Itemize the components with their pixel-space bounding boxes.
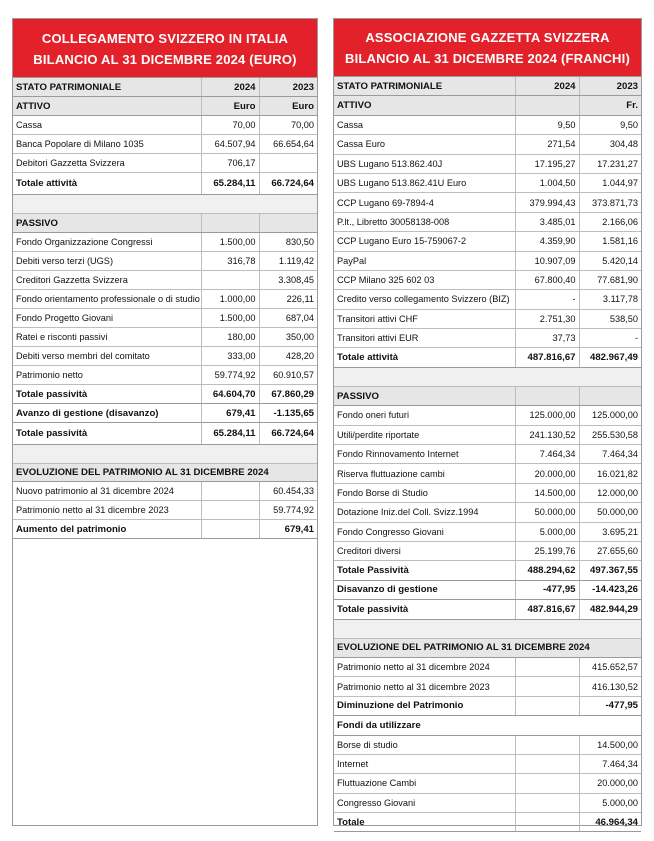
right-attivo-item-value-2023: 1.044,97 xyxy=(579,173,641,192)
left-attivo-row xyxy=(13,97,317,116)
left-totale-passivita-2-label: Totale passività xyxy=(13,423,201,445)
right-passivo-item-value-2024: 7.464,34 xyxy=(515,445,579,464)
right-passivo-item-value-2023: 27.655,60 xyxy=(579,541,641,560)
right-passivo-item-value-2024: 25.199,76 xyxy=(515,541,579,560)
right-attivo-item-value-2024: 379.994,43 xyxy=(515,193,579,212)
right-attivo-item xyxy=(334,270,641,289)
left-header-row-value-2023: 2023 xyxy=(259,78,317,97)
right-attivo-item-value-2024: 3.485,01 xyxy=(515,212,579,231)
left-passivo-item xyxy=(13,252,317,271)
right-panel-header xyxy=(334,19,641,76)
right-attivo-item-value-2024: 17.195,27 xyxy=(515,154,579,173)
right-attivo-row xyxy=(334,96,641,115)
right-fondi-item-empty xyxy=(515,735,579,754)
right-passivo-item-label: Fondo Rinnovamento Internet xyxy=(334,445,515,464)
right-passivo-item-value-2023: 50.000,00 xyxy=(579,503,641,522)
left-avanzo-label: Avanzo di gestione (disavanzo) xyxy=(13,404,201,423)
right-passivo-item xyxy=(334,445,641,464)
left-passivo-item-label: Patrimonio netto xyxy=(13,366,201,385)
right-passivo-label: PASSIVO xyxy=(334,386,515,405)
left-evoluzione-total-empty xyxy=(201,520,259,539)
right-attivo-item xyxy=(334,212,641,231)
left-passivo-item-label: Debiti verso membri del comitato xyxy=(13,347,201,366)
left-attivo-item xyxy=(13,135,317,154)
right-attivo-item-label: CCP Milano 325 602 03 xyxy=(334,270,515,289)
left-attivo-item-value-2024: 64.507,94 xyxy=(201,135,259,154)
right-totale-passivita-1-label: Totale Passività xyxy=(334,561,515,580)
left-avanzo-value-2024: 679,41 xyxy=(201,404,259,423)
right-attivo-item-value-2023: 304,48 xyxy=(579,135,641,154)
left-header-row xyxy=(13,78,317,97)
left-passivo-item-value-2023: 350,00 xyxy=(259,328,317,347)
right-passivo-item xyxy=(334,522,641,541)
left-evoluzione-item-label: Nuovo patrimonio al 31 dicembre 2024 xyxy=(13,482,201,501)
right-evoluzione-item xyxy=(334,657,641,676)
left-passivo-item-value-2023: 226,11 xyxy=(259,290,317,309)
left-evoluzione-item-empty xyxy=(201,501,259,520)
left-passivo-item-label: Fondo Organizzazione Congressi xyxy=(13,233,201,252)
right-attivo-item-label: Transitori attivi EUR xyxy=(334,329,515,348)
left-evoluzione-title: EVOLUZIONE DEL PATRIMONIO AL 31 DICEMBRE 2024 xyxy=(13,464,317,482)
left-passivo-item xyxy=(13,328,317,347)
left-spacer-1-cell xyxy=(13,195,317,214)
left-passivo-empty-1 xyxy=(201,214,259,233)
right-attivo-item xyxy=(334,154,641,173)
right-attivo-item-value-2023: 538,50 xyxy=(579,309,641,328)
right-totale-passivita-2-value-2024: 487.816,67 xyxy=(515,600,579,619)
left-passivo-item-value-2023: 1.119,42 xyxy=(259,252,317,271)
right-balance-panel xyxy=(333,18,642,826)
right-attivo-item xyxy=(334,309,641,328)
left-passivo-item xyxy=(13,309,317,328)
right-disavanzo-value-2023: -14.423,26 xyxy=(579,580,641,599)
right-attivo-item-value-2023: - xyxy=(579,329,641,348)
right-header-row-label: STATO PATRIMONIALE xyxy=(334,77,515,96)
right-balance-table xyxy=(334,76,641,832)
right-evoluzione-diminuzione-empty xyxy=(515,696,579,715)
right-title-line1: ASSOCIAZIONE GAZZETTA SVIZZERA xyxy=(365,30,610,45)
left-header-row-label: STATO PATRIMONIALE xyxy=(13,78,201,97)
left-passivo-item-value-2024: 180,00 xyxy=(201,328,259,347)
right-passivo-item xyxy=(334,503,641,522)
left-passivo-item-value-2024: 1.000,00 xyxy=(201,290,259,309)
right-totale-passivita-1 xyxy=(334,561,641,580)
left-spacer-2-cell xyxy=(13,445,317,464)
right-attivo-unit-2024 xyxy=(515,96,579,115)
right-fondi-item xyxy=(334,735,641,754)
left-passivo-item-label: Creditori Gazzetta Svizzera xyxy=(13,271,201,290)
left-avanzo xyxy=(13,404,317,423)
right-attivo-item-label: UBS Lugano 513.862.40J xyxy=(334,154,515,173)
right-fondi-item-label: Borse di studio xyxy=(334,735,515,754)
left-attivo-item-label: Cassa xyxy=(13,116,201,135)
right-totale-attivita-value-2023: 482.967,49 xyxy=(579,348,641,367)
right-fondi-item-empty xyxy=(515,774,579,793)
left-evoluzione-item-label: Patrimonio netto al 31 dicembre 2023 xyxy=(13,501,201,520)
right-attivo-item-value-2023: 3.117,78 xyxy=(579,290,641,309)
right-passivo-item-label: Fondo Borse di Studio xyxy=(334,483,515,502)
left-attivo-item-value-2023 xyxy=(259,154,317,173)
left-title-line2: BILANCIO AL 31 DICEMBRE 2024 (EURO) xyxy=(33,52,297,67)
left-passivo-item-value-2024: 59.774,92 xyxy=(201,366,259,385)
right-passivo-item-value-2023: 7.464,34 xyxy=(579,445,641,464)
right-totale-passivita-2 xyxy=(334,600,641,619)
right-attivo-label: ATTIVO xyxy=(334,96,515,115)
left-passivo-item-label: Ratei e risconti passivi xyxy=(13,328,201,347)
left-totale-passivita-1 xyxy=(13,385,317,404)
right-fondi-total-value: 46.964,34 xyxy=(579,813,641,832)
left-totale-attivita-value-2023: 66.724,64 xyxy=(259,173,317,195)
right-evoluzione-title-row xyxy=(334,638,641,657)
right-fondi-item xyxy=(334,793,641,812)
left-passivo-item-value-2023: 830,50 xyxy=(259,233,317,252)
left-passivo-label: PASSIVO xyxy=(13,214,201,233)
left-evoluzione-title-row xyxy=(13,464,317,482)
left-passivo-item-value-2023: 60.910,57 xyxy=(259,366,317,385)
right-fondi-item-label: Internet xyxy=(334,754,515,773)
right-header-row-value-2024: 2024 xyxy=(515,77,579,96)
left-attivo-item xyxy=(13,154,317,173)
right-passivo-item-value-2024: 241.130,52 xyxy=(515,425,579,444)
right-spacer-2-cell xyxy=(334,619,641,638)
right-header-row xyxy=(334,77,641,96)
left-passivo-item-value-2023: 687,04 xyxy=(259,309,317,328)
left-attivo-item-value-2023: 70,00 xyxy=(259,116,317,135)
left-evoluzione-total-label: Aumento del patrimonio xyxy=(13,520,201,539)
left-header-row-value-2024: 2024 xyxy=(201,78,259,97)
right-passivo-item-label: Fondo oneri futuri xyxy=(334,406,515,425)
right-evoluzione-item-label: Patrimonio netto al 31 dicembre 2023 xyxy=(334,677,515,696)
right-passivo-item-label: Riserva fluttuazione cambi xyxy=(334,464,515,483)
right-totale-passivita-1-value-2023: 497.367,55 xyxy=(579,561,641,580)
right-spacer-1 xyxy=(334,367,641,386)
left-balance-panel xyxy=(12,18,318,826)
right-attivo-item xyxy=(334,329,641,348)
right-attivo-item-label: Cassa xyxy=(334,115,515,134)
left-attivo-item xyxy=(13,116,317,135)
left-attivo-item-label: Debitori Gazzetta Svizzera xyxy=(13,154,201,173)
right-header-row-value-2023: 2023 xyxy=(579,77,641,96)
right-totale-attivita xyxy=(334,348,641,367)
right-attivo-item-label: UBS Lugano 513.862.41U Euro xyxy=(334,173,515,192)
right-passivo-item-value-2023: 255.530,58 xyxy=(579,425,641,444)
right-spacer-2 xyxy=(334,619,641,638)
right-evoluzione-diminuzione-value: -477,95 xyxy=(579,696,641,715)
left-attivo-item-value-2023: 66.654,64 xyxy=(259,135,317,154)
right-passivo-empty-1 xyxy=(515,386,579,405)
left-passivo-item-label: Fondo Progetto Giovani xyxy=(13,309,201,328)
left-passivo-item-value-2024 xyxy=(201,271,259,290)
left-evoluzione-item xyxy=(13,501,317,520)
right-disavanzo-value-2024: -477,95 xyxy=(515,580,579,599)
right-attivo-item-label: Cassa Euro xyxy=(334,135,515,154)
right-attivo-item-value-2023: 2.166,06 xyxy=(579,212,641,231)
left-totale-passivita-1-value-2023: 67.860,29 xyxy=(259,385,317,404)
right-attivo-item xyxy=(334,251,641,270)
right-passivo-item-value-2024: 20.000,00 xyxy=(515,464,579,483)
right-evoluzione-item-value: 416.130,52 xyxy=(579,677,641,696)
right-passivo-item-value-2024: 125.000,00 xyxy=(515,406,579,425)
left-totale-passivita-2 xyxy=(13,423,317,445)
right-title-line2: BILANCIO AL 31 DICEMBRE 2024 (FRANCHI) xyxy=(345,51,630,66)
right-disavanzo-label: Disavanzo di gestione xyxy=(334,580,515,599)
right-attivo-item-label: PayPal xyxy=(334,251,515,270)
left-evoluzione-item-value: 59.774,92 xyxy=(259,501,317,520)
right-evoluzione-diminuzione xyxy=(334,696,641,715)
left-passivo-item-value-2023: 428,20 xyxy=(259,347,317,366)
left-evoluzione-total-value: 679,41 xyxy=(259,520,317,539)
right-passivo-item-label: Utili/perdite riportate xyxy=(334,425,515,444)
left-spacer-2 xyxy=(13,445,317,464)
left-title-line1: COLLEGAMENTO SVIZZERO IN ITALIA xyxy=(41,31,289,46)
left-passivo-item-label: Fondo orientamento professionale o di studio xyxy=(13,290,201,309)
right-passivo-item-label: Creditori diversi xyxy=(334,541,515,560)
left-spacer-1 xyxy=(13,195,317,214)
right-fondi-total-label: Totale xyxy=(334,813,515,832)
right-attivo-item xyxy=(334,173,641,192)
left-totale-passivita-1-label: Totale passività xyxy=(13,385,201,404)
right-fondi-item-value: 7.464,34 xyxy=(579,754,641,773)
left-passivo-item-value-2024: 333,00 xyxy=(201,347,259,366)
right-attivo-item xyxy=(334,232,641,251)
right-attivo-item-value-2024: 10.907,09 xyxy=(515,251,579,270)
right-fondi-title-row xyxy=(334,716,641,735)
right-evoluzione-item-label: Patrimonio netto al 31 dicembre 2024 xyxy=(334,657,515,676)
right-attivo-item-label: CCP Lugano 69-7894-4 xyxy=(334,193,515,212)
left-evoluzione-item-value: 60.454,33 xyxy=(259,482,317,501)
right-passivo-empty-2 xyxy=(579,386,641,405)
left-passivo-item-value-2024: 1.500,00 xyxy=(201,309,259,328)
left-totale-attivita-label: Totale attività xyxy=(13,173,201,195)
left-totale-attivita-value-2024: 65.284,11 xyxy=(201,173,259,195)
right-evoluzione-title: EVOLUZIONE DEL PATRIMONIO AL 31 DICEMBRE 2024 xyxy=(334,638,641,657)
left-balance-table xyxy=(13,77,317,539)
right-attivo-unit-2023: Fr. xyxy=(579,96,641,115)
right-passivo-item xyxy=(334,406,641,425)
left-passivo-item-value-2024: 1.500,00 xyxy=(201,233,259,252)
right-fondi-item-value: 5.000,00 xyxy=(579,793,641,812)
left-passivo-item xyxy=(13,290,317,309)
right-evoluzione-diminuzione-label: Diminuzione del Patrimonio xyxy=(334,696,515,715)
right-attivo-item-value-2024: 1.004,50 xyxy=(515,173,579,192)
right-attivo-item-value-2024: 67.800,40 xyxy=(515,270,579,289)
left-attivo-label: ATTIVO xyxy=(13,97,201,116)
left-passivo-item-value-2024: 316,78 xyxy=(201,252,259,271)
right-passivo-item-label: Dotazione Iniz.del Coll. Svizz.1994 xyxy=(334,503,515,522)
right-attivo-item-label: Transitori attivi CHF xyxy=(334,309,515,328)
left-passivo-item xyxy=(13,233,317,252)
right-disavanzo xyxy=(334,580,641,599)
left-attivo-item-value-2024: 70,00 xyxy=(201,116,259,135)
right-attivo-item xyxy=(334,115,641,134)
left-panel-header xyxy=(13,19,317,77)
left-passivo-item xyxy=(13,366,317,385)
right-attivo-item-value-2023: 77.681,90 xyxy=(579,270,641,289)
right-passivo-item-value-2024: 5.000,00 xyxy=(515,522,579,541)
right-passivo-item xyxy=(334,464,641,483)
left-evoluzione-item-empty xyxy=(201,482,259,501)
right-attivo-item-value-2023: 1.581,16 xyxy=(579,232,641,251)
right-fondi-item-value: 14.500,00 xyxy=(579,735,641,754)
right-passivo-item xyxy=(334,541,641,560)
right-attivo-item-label: P.lt., Libretto 30058138-008 xyxy=(334,212,515,231)
left-evoluzione-total xyxy=(13,520,317,539)
right-attivo-item-value-2024: 2.751,30 xyxy=(515,309,579,328)
right-attivo-item-value-2024: 37,73 xyxy=(515,329,579,348)
right-passivo-item-label: Fondo Congresso Giovani xyxy=(334,522,515,541)
right-evoluzione-item xyxy=(334,677,641,696)
right-passivo-item-value-2024: 50.000,00 xyxy=(515,503,579,522)
right-passivo-row xyxy=(334,386,641,405)
right-attivo-item-value-2023: 5.420,14 xyxy=(579,251,641,270)
left-totale-attivita xyxy=(13,173,317,195)
right-evoluzione-item-empty xyxy=(515,677,579,696)
right-totale-passivita-1-value-2024: 488.294,62 xyxy=(515,561,579,580)
left-totale-passivita-1-value-2024: 64.604,70 xyxy=(201,385,259,404)
right-spacer-1-cell xyxy=(334,367,641,386)
right-attivo-item-value-2024: - xyxy=(515,290,579,309)
left-totale-passivita-2-value-2024: 65.284,11 xyxy=(201,423,259,445)
left-attivo-item-value-2024: 706,17 xyxy=(201,154,259,173)
right-passivo-item-value-2023: 16.021,82 xyxy=(579,464,641,483)
right-totale-passivita-2-label: Totale passività xyxy=(334,600,515,619)
right-totale-passivita-2-value-2023: 482.944,29 xyxy=(579,600,641,619)
right-attivo-item-value-2024: 4.359,90 xyxy=(515,232,579,251)
right-passivo-item xyxy=(334,425,641,444)
right-fondi-item-value: 20.000,00 xyxy=(579,774,641,793)
right-fondi-item-empty xyxy=(515,754,579,773)
right-attivo-item-value-2024: 9,50 xyxy=(515,115,579,134)
right-passivo-item-value-2023: 3.695,21 xyxy=(579,522,641,541)
left-passivo-item-label: Debiti verso terzi (UGS) xyxy=(13,252,201,271)
right-attivo-item-label: CCP Lugano Euro 15-759067-2 xyxy=(334,232,515,251)
left-passivo-empty-2 xyxy=(259,214,317,233)
right-attivo-item-value-2023: 373.871,73 xyxy=(579,193,641,212)
right-fondi-item-empty xyxy=(515,793,579,812)
right-passivo-item-value-2024: 14.500,00 xyxy=(515,483,579,502)
left-attivo-unit-2024: Euro xyxy=(201,97,259,116)
right-fondi-title: Fondi da utilizzare xyxy=(334,716,641,735)
right-attivo-item xyxy=(334,193,641,212)
left-passivo-item xyxy=(13,271,317,290)
right-totale-attivita-label: Totale attività xyxy=(334,348,515,367)
right-fondi-item xyxy=(334,754,641,773)
right-totale-attivita-value-2024: 487.816,67 xyxy=(515,348,579,367)
right-passivo-item-value-2023: 12.000,00 xyxy=(579,483,641,502)
left-attivo-unit-2023: Euro xyxy=(259,97,317,116)
left-avanzo-value-2023: -1.135,65 xyxy=(259,404,317,423)
right-attivo-item-value-2023: 9,50 xyxy=(579,115,641,134)
left-passivo-item xyxy=(13,347,317,366)
right-passivo-item-value-2023: 125.000,00 xyxy=(579,406,641,425)
left-attivo-item-label: Banca Popolare di Milano 1035 xyxy=(13,135,201,154)
left-evoluzione-item xyxy=(13,482,317,501)
right-evoluzione-item-empty xyxy=(515,657,579,676)
right-passivo-item xyxy=(334,483,641,502)
left-passivo-row xyxy=(13,214,317,233)
left-totale-passivita-2-value-2023: 66.724,64 xyxy=(259,423,317,445)
right-attivo-item xyxy=(334,290,641,309)
left-passivo-item-value-2023: 3.308,45 xyxy=(259,271,317,290)
right-attivo-item-label: Credito verso collegamento Svizzero (BIZ) xyxy=(334,290,515,309)
right-attivo-item-value-2023: 17.231,27 xyxy=(579,154,641,173)
right-fondi-item-label: Congresso Giovani xyxy=(334,793,515,812)
right-fondi-total-empty xyxy=(515,813,579,832)
right-evoluzione-item-value: 415.652,57 xyxy=(579,657,641,676)
right-attivo-item xyxy=(334,135,641,154)
right-fondi-total xyxy=(334,813,641,832)
right-fondi-item-label: Fluttuazione Cambi xyxy=(334,774,515,793)
right-fondi-item xyxy=(334,774,641,793)
right-attivo-item-value-2024: 271,54 xyxy=(515,135,579,154)
